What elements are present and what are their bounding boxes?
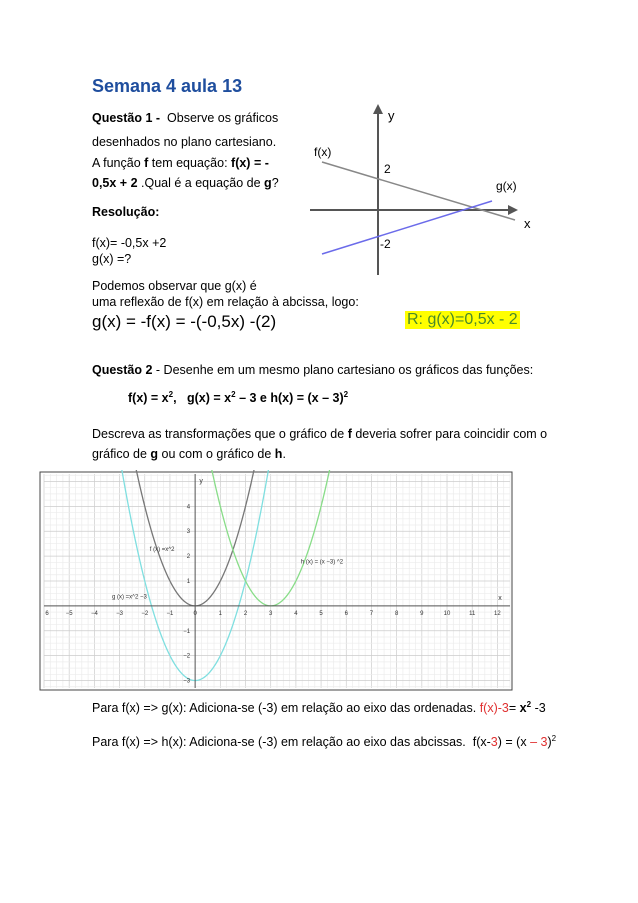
answer-h-d: ) <box>547 735 552 749</box>
q1-line2: desenhados no plano cartesiano. <box>92 135 277 149</box>
answer-g-exp: 2 <box>526 699 532 709</box>
q2-h-exp: 2 <box>343 389 349 399</box>
x-tick-label: −2 <box>141 610 149 617</box>
x-tick-label: 12 <box>494 610 501 617</box>
resolucao-line1: f(x)= -0,5x +2 <box>92 236 167 250</box>
answer-h-red1: 3 <box>490 735 498 749</box>
x-tick-label: 9 <box>420 610 424 617</box>
x-tick-label: 0 <box>193 610 197 617</box>
answer-h-text: Para f(x) => h(x): Adiciona-se (-3) em relação ao eixo das abcissas. <box>92 735 466 749</box>
q2-desc1 <box>92 426 547 442</box>
x-tick-label: 6 <box>45 610 49 617</box>
q2-f-exp: 2 <box>168 389 174 399</box>
answer-g-minus3: -3 <box>534 701 546 715</box>
q1-qmark: ? <box>271 176 279 190</box>
x-tick-label: 5 <box>319 610 323 617</box>
q2-desc2-h: h <box>274 447 283 461</box>
answer-highlight: R: g(x)=0,5x - 2 <box>407 311 518 328</box>
q2-g-def: g(x) = x <box>187 391 232 405</box>
f-curve-label: f (x) =x^2 <box>149 547 175 554</box>
q2-desc1-a: Descreva as transformações que o gráfico de <box>92 427 345 441</box>
q1-eq-1: f(x) = - <box>231 156 269 170</box>
reflection-equation: g(x) = -f(x) = -(-0,5x) -(2) <box>92 312 277 331</box>
q1-text-c-mid: tem equação: <box>151 156 228 170</box>
obs-line1: Podemos observar que g(x) é <box>92 279 257 293</box>
g1-tick-neg2: -2 <box>380 237 391 251</box>
answer-h-c: ) = (x <box>497 735 527 749</box>
f-line <box>322 162 515 220</box>
x-tick-label: 2 <box>243 610 248 617</box>
q2-desc1-b: deveria sofrer para coincidir com o <box>355 427 548 441</box>
answer-h-exp: 2 <box>551 733 557 743</box>
answer-g-x: x <box>519 701 527 715</box>
y-axis-label: y <box>199 478 203 485</box>
q2-desc2-end: . <box>282 447 286 461</box>
answer-g-red: f(x)-3 <box>479 701 509 715</box>
g1-g-label: g(x) <box>496 179 517 193</box>
x-tick-label: 3 <box>269 610 273 617</box>
answer-g <box>92 700 546 716</box>
obs-line2: uma reflexão de f(x) em relação à abcissa, logo: <box>92 295 359 309</box>
y-tick-label: 3 <box>186 529 191 536</box>
g-line <box>322 201 492 254</box>
q2-desc2-a: gráfico de <box>92 447 147 461</box>
x-tick-label: 6 <box>344 610 348 617</box>
y-tick-label: 1 <box>186 579 191 585</box>
g1-x-label: x <box>524 216 531 231</box>
q1-eq-2: 0,5x + 2 <box>92 176 138 190</box>
x-tick-label: −5 <box>65 610 73 617</box>
q1-f: f <box>144 156 149 170</box>
y-tick-label: −3 <box>183 678 191 685</box>
x-tick-label: 8 <box>394 610 399 617</box>
q1-line4 <box>92 175 279 191</box>
g1-f-label: f(x) <box>314 145 332 159</box>
x-tick-label: 1 <box>218 610 222 617</box>
q1-g: g <box>264 176 272 190</box>
x-axis-label: x <box>498 594 502 602</box>
y-tick-label: −2 <box>183 653 191 660</box>
y-tick-label: 2 <box>186 554 191 561</box>
g1-y-arrow <box>373 104 383 114</box>
q2-desc2-g: g <box>150 447 159 461</box>
q2-g-tail: – 3 e h(x) = (x – 3) <box>239 391 344 405</box>
answer-h <box>92 734 556 750</box>
q2-functions <box>128 390 348 406</box>
q1-text-a: Observe os gráficos <box>167 111 279 125</box>
q2-desc1-f: f <box>347 427 352 441</box>
linear-graph <box>300 100 545 280</box>
q1-text-d: .Qual é a equação de <box>141 176 261 190</box>
q2-text: - Desenhe em um mesmo plano cartesiano os gráficos das funções: <box>155 363 534 377</box>
g1-x-arrow <box>508 205 518 215</box>
x-tick-label: −4 <box>90 610 98 617</box>
answer-h-b: f(x- <box>472 735 491 749</box>
q2-label: Questão 2 <box>92 363 153 377</box>
q2-desc2 <box>92 446 286 462</box>
y-tick-label: −1 <box>183 628 191 635</box>
g-curve-label: g (x) =x^2 −3 <box>112 594 147 601</box>
q1-line1 <box>92 110 278 126</box>
answer-g-eq: = <box>508 701 517 715</box>
h-curve-label: h (x) = (x −3) ^2 <box>300 559 344 566</box>
y-tick-label: 4 <box>186 504 191 511</box>
x-tick-label: 11 <box>469 610 476 617</box>
q1-label: Questão 1 - <box>92 111 161 125</box>
parabola-graph <box>38 470 514 692</box>
q1-line3 <box>92 155 269 171</box>
page-title: Semana 4 aula 13 <box>92 76 243 96</box>
x-tick-label: 7 <box>369 610 374 617</box>
g1-y-label: y <box>388 108 395 123</box>
q2-g-exp: 2 <box>231 389 236 399</box>
x-tick-label: 4 <box>294 610 298 617</box>
x-tick-label: −3 <box>116 610 123 617</box>
q2-f-def: f(x) = x <box>128 391 169 405</box>
resolucao-label: Resolução: <box>92 205 160 219</box>
resolucao-line2: g(x) =? <box>92 252 132 266</box>
answer-g-text: Para f(x) => g(x): Adiciona-se (-3) em relação ao eixo das ordenadas. <box>92 701 477 715</box>
q2-line <box>92 362 533 378</box>
x-tick-label: 10 <box>443 610 451 617</box>
x-tick-label: −1 <box>166 610 174 617</box>
q1-text-c: A função <box>92 156 141 170</box>
q2-sep: , <box>173 391 177 405</box>
answer-h-red2: – 3 <box>530 735 548 749</box>
g1-tick-2: 2 <box>384 162 391 176</box>
q2-desc2-b: ou com o gráfico de <box>161 447 272 461</box>
graph2-grid <box>44 474 510 688</box>
